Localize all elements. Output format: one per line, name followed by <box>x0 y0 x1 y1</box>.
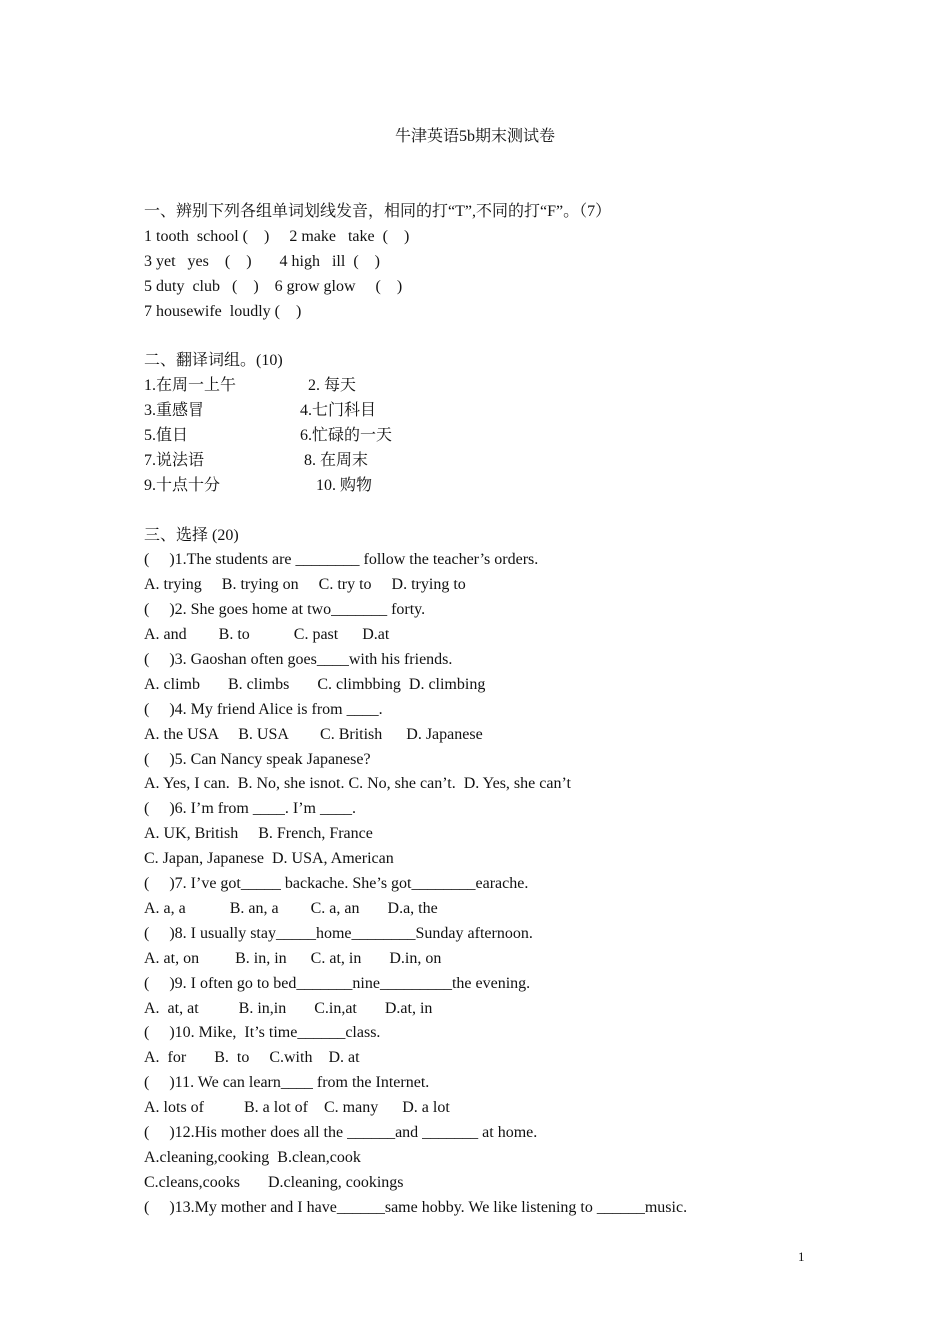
question-line: ( )9. I often go to bed_______nine_________the evening. <box>144 974 531 992</box>
options-line: C. Japan, Japanese D. USA, American <box>144 850 394 868</box>
section2-line: 9.十点十分 10. 购物 <box>144 476 373 494</box>
question-line: ( )10. Mike, It’s time______class. <box>144 1024 381 1042</box>
question-line: ( )2. She goes home at two_______ forty. <box>144 601 426 619</box>
options-line: A. the USA B. USA C. British D. Japanese <box>144 725 483 743</box>
question-line: ( )7. I’ve got_____ backache. She’s got________earache. <box>144 875 529 893</box>
options-line: A. UK, British B. French, France <box>144 825 373 843</box>
section1-line: 7 housewife loudly ( ) <box>144 302 302 320</box>
section1-line: 3 yet yes ( ) 4 high ill ( ) <box>144 252 380 270</box>
section1-line: 1 tooth school ( ) 2 make take ( ) <box>144 227 410 245</box>
blank-line <box>144 324 864 349</box>
options-line: A. lots of B. a lot of C. many D. a lot <box>144 1099 450 1117</box>
section1-heading: 一、辨别下列各组单词划线发音，相同的打“T”,不同的打“F”。（7） <box>144 203 612 220</box>
options-line: A. at, at B. in,in C.in,at D.at, in <box>144 999 433 1017</box>
question-line: ( )6. I’m from ____. I’m ____. <box>144 800 356 818</box>
question-line: ( )12.His mother does all the ______and _______ at home. <box>144 1123 538 1141</box>
options-line: A. and B. to C. past D.at <box>144 626 390 644</box>
section3-heading: 三、选择 (20) <box>144 526 239 544</box>
section2-heading: 二、翻译词组。(10) <box>144 352 283 370</box>
section2-line: 3.重感冒 4.七门科目 <box>144 402 377 420</box>
section2-line: 1.在周一上午 2. 每天 <box>144 377 357 395</box>
document-body <box>144 200 864 1221</box>
blank-line <box>144 499 864 524</box>
options-line: A. at, on B. in, in C. at, in D.in, on <box>144 949 442 967</box>
section2-line: 5.值日 6.忙碌的一天 <box>144 427 393 445</box>
options-line: A. trying B. trying on C. try to D. trying to <box>144 576 466 594</box>
section1-line: 5 duty club ( ) 6 grow glow ( ) <box>144 277 403 295</box>
page-title: 牛津英语5b期末测试卷 <box>394 128 555 145</box>
question-line: ( )3. Gaoshan often goes____with his friends. <box>144 651 453 669</box>
question-line: ( )5. Can Nancy speak Japanese? <box>144 750 371 768</box>
options-line: A. Yes, I can. B. No, she isnot. C. No, she can’t. D. Yes, she can’t <box>144 775 571 793</box>
options-line: A. climb B. climbs C. climbbing D. climbing <box>144 675 486 693</box>
question-line: ( )13.My mother and I have______same hobby. We like listening to ______music. <box>144 1198 688 1216</box>
page-number: 1 <box>798 1249 805 1264</box>
options-line: A.cleaning,cooking B.clean,cook <box>144 1148 361 1166</box>
question-line: ( )4. My friend Alice is from ____. <box>144 700 383 718</box>
options-line: A. for B. to C.with D. at <box>144 1049 360 1067</box>
question-line: ( )1.The students are ________ follow the teacher’s orders. <box>144 551 539 569</box>
question-line: ( )8. I usually stay_____home________Sunday afternoon. <box>144 924 533 942</box>
options-line: C.cleans,cooks D.cleaning, cookings <box>144 1173 404 1191</box>
question-line: ( )11. We can learn____ from the Internet. <box>144 1074 430 1092</box>
options-line: A. a, a B. an, a C. a, an D.a, the <box>144 899 438 917</box>
section2-line: 7.说法语 8. 在周末 <box>144 451 369 469</box>
